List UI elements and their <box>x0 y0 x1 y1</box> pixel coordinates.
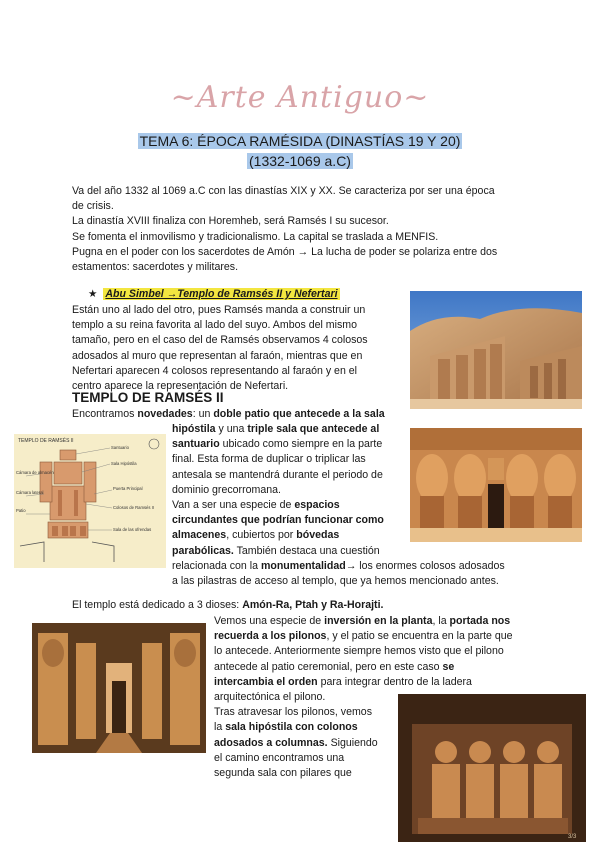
plan-label: Colosos de Ramsés II <box>113 505 154 510</box>
templo-ramses-heading: TEMPLO DE RAMSÉS II <box>72 390 224 405</box>
abu-line: centro aparece la representación de Nefertari. <box>72 380 289 393</box>
temple-floor-plan <box>14 434 166 568</box>
intro-paragraph <box>72 184 497 275</box>
compass-icon <box>149 439 159 449</box>
plan-label: Santuario <box>111 445 129 450</box>
plan-label: Cámara de almacén <box>16 470 54 475</box>
abu-simbel-paragraph <box>72 303 368 394</box>
abu-line: tamaño, pero en el caso del de Ramsés observamos 4 colosos <box>72 334 368 347</box>
abu-line: Nefertari aparecen 4 colosos representando al faraón y en el <box>72 364 358 377</box>
intro-line: estamentos: sacerdotes y militares. <box>72 261 239 274</box>
plan-label: Patio <box>16 508 26 513</box>
plan-label: Cámara lateral <box>16 490 44 495</box>
topic-title: TEMA 6: ÉPOCA RAMÉSIDA (DINASTÍAS 19 Y 20) <box>139 133 461 149</box>
templo-line-1: Encontramos novedades: un doble patio que antecede a la sala <box>72 408 385 420</box>
topic-heading <box>0 131 600 171</box>
plan-label: Sala Hipóstila <box>111 461 137 466</box>
topic-dates: (1332-1069 a.C) <box>249 153 351 169</box>
abu-line: adosados al muro que representan al faraón, mientras que en <box>72 349 363 362</box>
intro-line: Se fomenta el inmovilismo y tradicionalismo. La capital se traslada a MENFIS. <box>72 230 439 243</box>
intro-line: Pugna en el poder con los sacerdotes de Amón → La lucha de poder se polariza entre dos <box>72 245 498 258</box>
abu-simbel-title: Abu Simbel →Templo de Ramsés II y Nefertari <box>105 288 338 300</box>
ramses-temple-facade-photo <box>410 428 582 542</box>
templo-paragraph: hipóstila y una triple sala que antecede al santuario ubicado como siempre en la parte final. Esta forma de duplicar o triplicar las antesala se mantendrá durante el periodo de dominio grecorromana. Van a ser una especie de espacios circundantes que podrían funcionar como almacenes, cubiertos por bóvedas parabólicas. También destaca una cuestión relacionada con la monumentalidad→ los enormes colosos adosados a las pilastras de acceso al templo, que ya hemos mencionado antes. <box>172 423 505 588</box>
abu-simbel-heading <box>88 287 340 302</box>
intro-line: de crisis. <box>72 200 114 213</box>
intro-line: Va del año 1332 al 1069 a.C con las dinastías XIX y XX. Se caracteriza por ser una época <box>72 185 495 197</box>
hypostyle-hall-photo <box>32 623 206 753</box>
abu-line: Están uno al lado del otro, pues Ramsés manda a construir un <box>72 304 366 316</box>
abu-simbel-exterior-photo <box>410 291 582 409</box>
intro-line: La dinastía XVIII finaliza con Horemheb, será Ramsés I su sucesor. <box>72 215 389 228</box>
star-icon: ★ <box>88 288 98 300</box>
sanctuary-statues-photo <box>398 694 586 842</box>
plan-title: TEMPLO DE RAMSÉS II <box>18 438 74 444</box>
plan-label: Puerta Principal <box>113 486 143 491</box>
dedicado-paragraph: Vemos una especie de inversión en la planta, la portada nos recuerda a los pilonos, y el patio se encuentra en la parte que lo antecede. Anteriormente siempre hemos visto que el pilono antecede al patio ceremonial, pero en este caso se intercambia el orden para integrar dentro de la ladera arquitectónica el pilono. Tras atravesar los pilonos, vemos la sala hipóstila con colonos adosados a columnas. Siguiendo el camino encontramos una segunda sala con pilares que <box>214 615 513 780</box>
page-title: ~Arte Antiguo~ <box>170 80 430 115</box>
dedicado-line-1: El templo está dedicado a 3 dioses: Amón-Ra, Ptah y Ra-Horajti. <box>72 599 384 611</box>
photo-credit: 3/3 <box>568 834 577 840</box>
abu-line: templo a su reina favorita al lado del suyo. Ambos del mismo <box>72 319 357 332</box>
plan-label: Sala de las ofrendas <box>113 527 152 532</box>
